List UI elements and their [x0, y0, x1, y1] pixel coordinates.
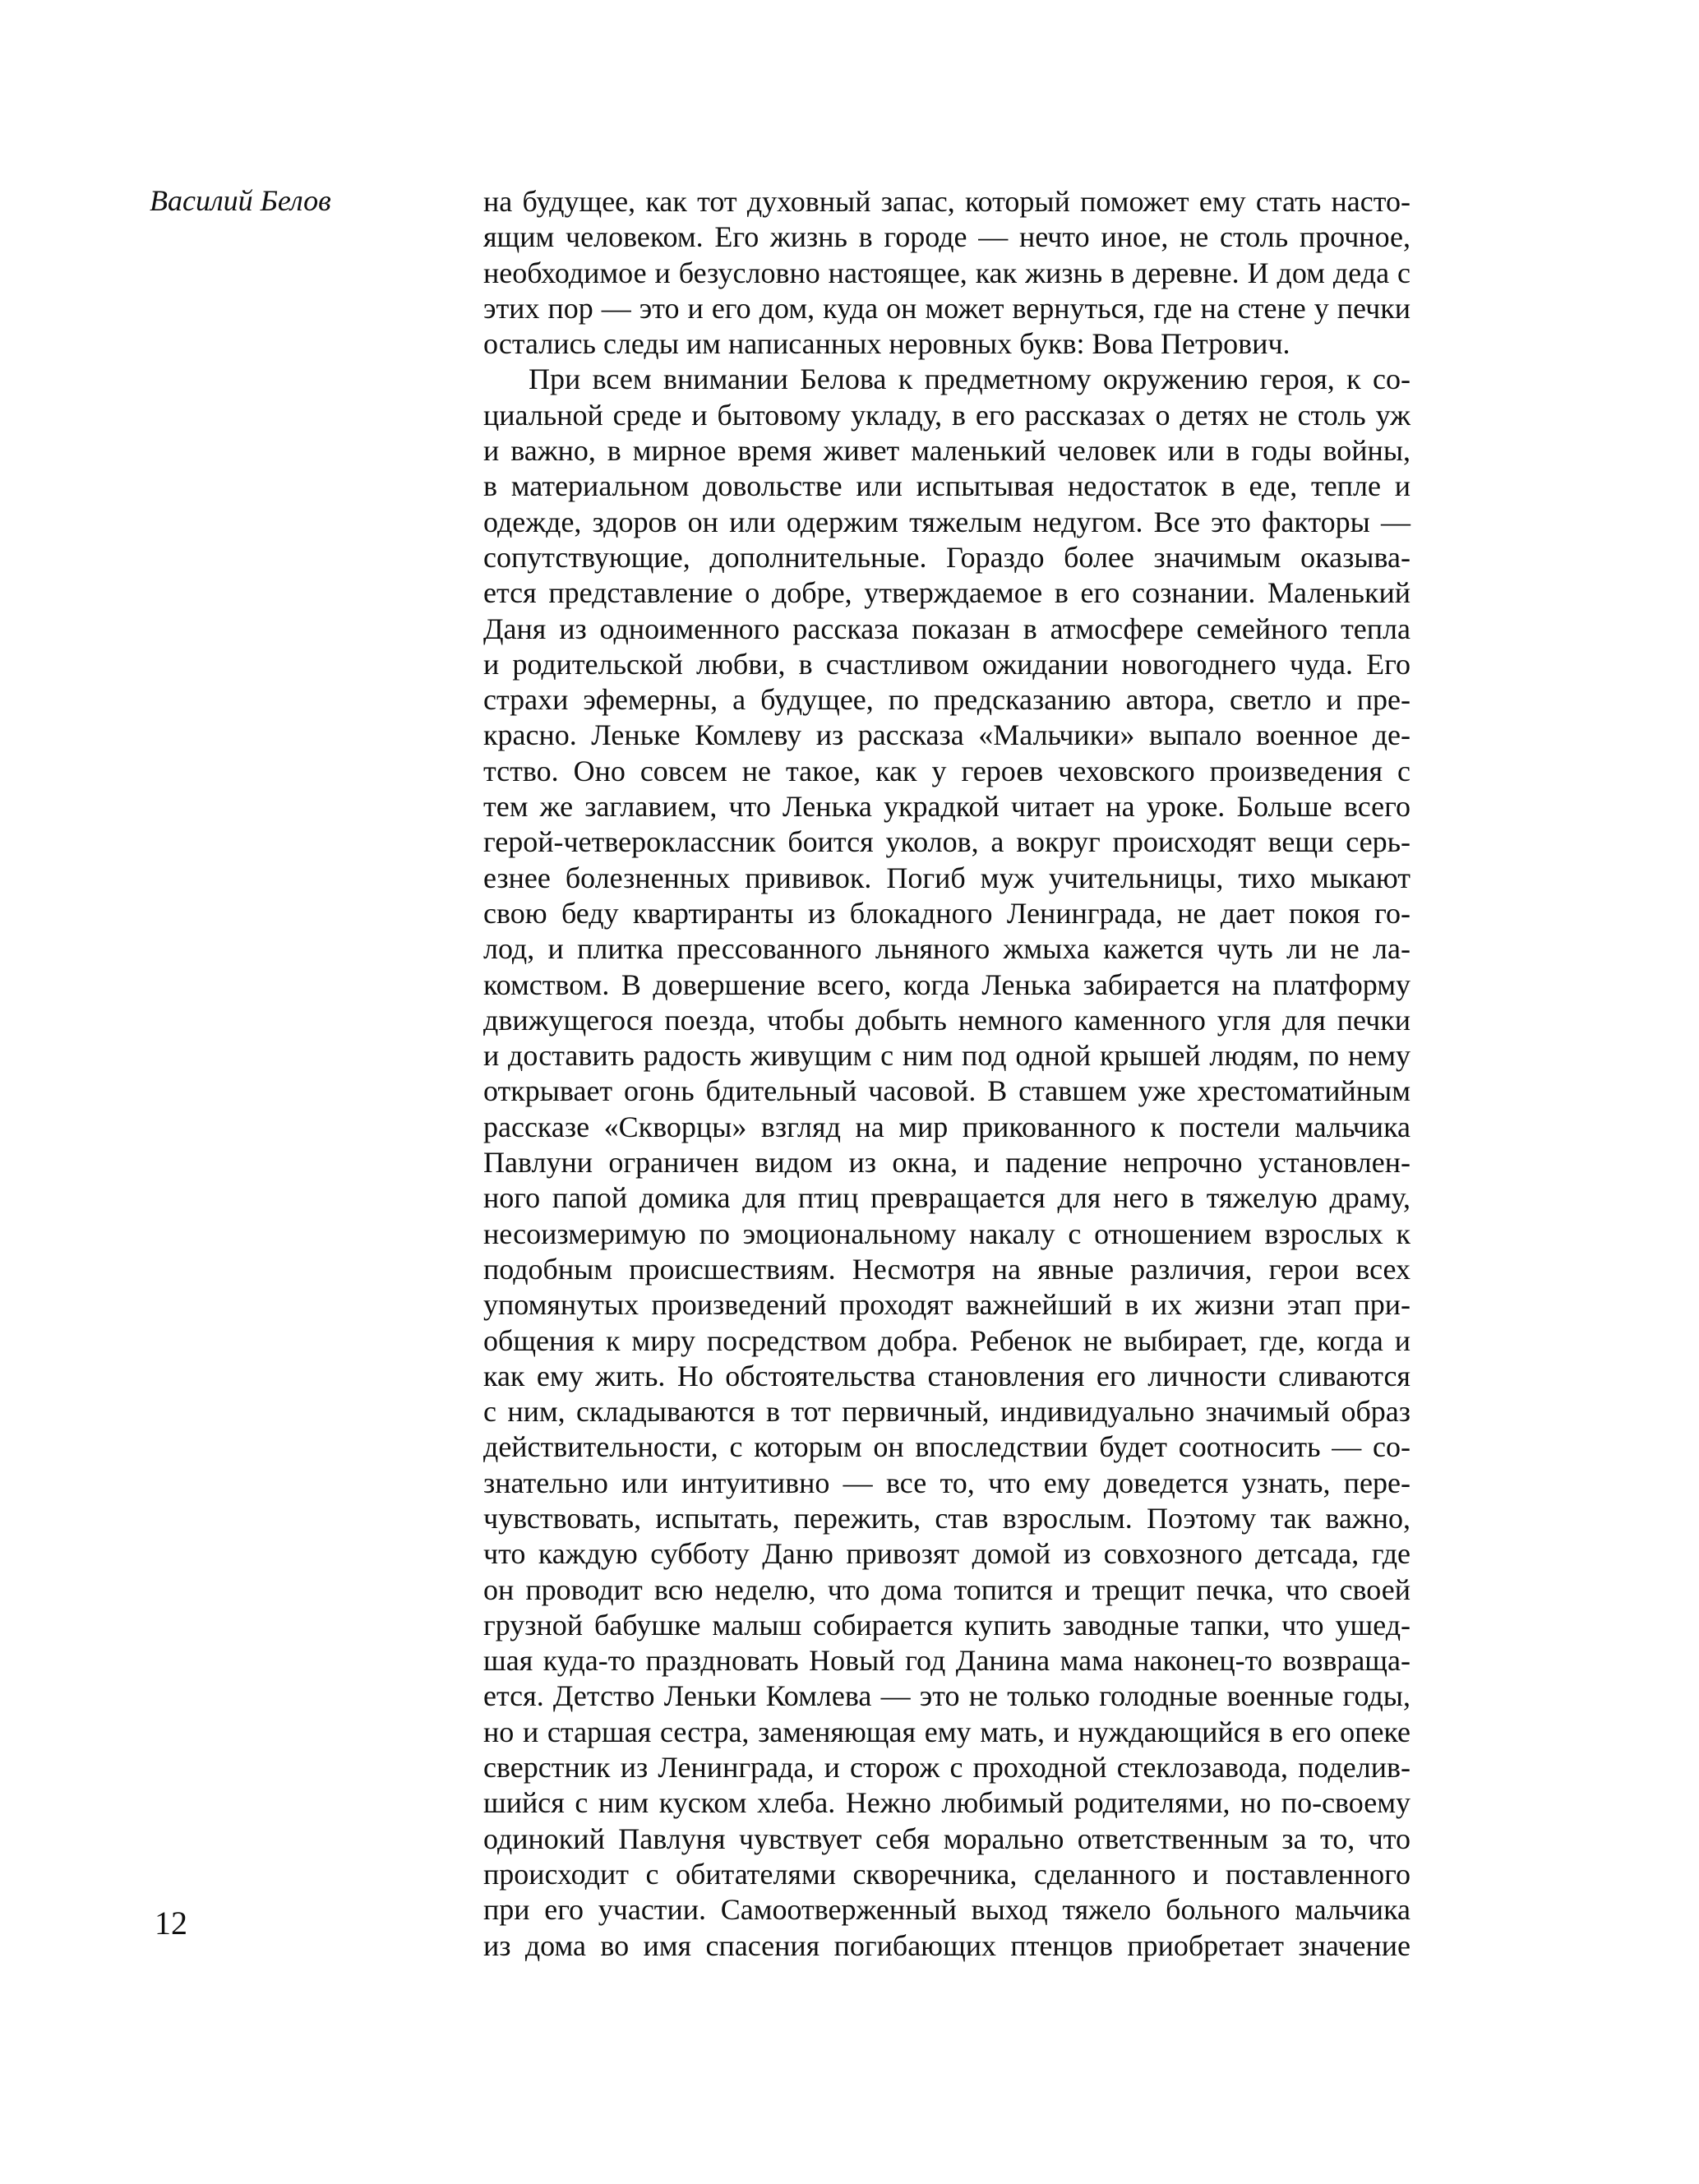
text-line: и доставить радость живущим с ним под одной крышей людям, по нему: [483, 1039, 1410, 1073]
text-line: необходимое и безусловно настоящее, как жизнь в деревне. И дом деда с: [483, 256, 1410, 289]
text-line: одежде, здоров он или одержим тяжелым недугом. Все это факторы —: [483, 505, 1410, 538]
text-line: красно. Леньке Комлеву из рассказа «Мальчики» выпало военное де-: [483, 718, 1410, 752]
text-line: что каждую субботу Даню привозят домой из совхозного детсада, где: [483, 1537, 1410, 1571]
text-line: ного папой домика для птиц превращается для него в тяжелую драму,: [483, 1181, 1410, 1215]
text-line: в материальном довольстве или испытывая недостаток в еде, тепле и: [483, 469, 1410, 503]
text-line: упомянутых произведений проходят важнейший в их жизни этап при-: [483, 1288, 1410, 1322]
text-line: знательно или интуитивно — все то, что ему доведется узнать, пере-: [483, 1466, 1410, 1499]
text-line: и родительской любви, в счастливом ожидании новогоднего чуда. Его: [483, 647, 1410, 681]
text-line: рассказе «Скворцы» взгляд на мир прикованного к постели мальчика: [483, 1110, 1410, 1143]
text-line: остались следы им написанных неровных букв: Вова Петрович.: [483, 327, 1290, 361]
text-line: герой-четвероклассник боится уколов, а вокруг происходят вещи серь-: [483, 825, 1410, 859]
text-line: происходит с обитателями скворечника, сделанного и поставленного: [483, 1857, 1410, 1891]
text-line: Павлуни ограничен видом из окна, и падение непрочно установлен-: [483, 1146, 1410, 1180]
page-number: 12: [155, 1905, 187, 1942]
text-line: но и старшая сестра, заменяющая ему мать, и нуждающийся в его опеке: [483, 1715, 1410, 1748]
text-line: подобным происшествиям. Несмотря на явные различия, герои всех: [483, 1252, 1410, 1286]
text-line: лод, и плитка прессованного льняного жмыха кажется чуть ли не ла-: [483, 932, 1410, 966]
text-line: ется представление о добре, утверждаемое в его сознании. Маленький: [483, 576, 1410, 610]
text-line: езнее болезненных прививок. Погиб муж учительницы, тихо мыкают: [483, 861, 1410, 894]
body-text: [483, 184, 1410, 1964]
text-line: одинокий Павлуня чувствует себя морально ответственным за то, что: [483, 1822, 1410, 1855]
text-line: комством. В довершение всего, когда Ленька забирается на платформу: [483, 967, 1410, 1001]
text-line: страхи эфемерны, а будущее, по предсказанию автора, светло и пре-: [483, 683, 1410, 717]
text-line: циальной среде и бытовому укладу, в его рассказах о детях не столь уж: [483, 398, 1410, 432]
text-line: и важно, в мирное время живет маленький человек или в годы войны,: [483, 434, 1410, 468]
text-line: он проводит всю неделю, что дома топится и трещит печка, что своей: [483, 1572, 1410, 1606]
text-line: действительности, с которым он впоследствии будет соотносить — со-: [483, 1430, 1410, 1464]
text-line: на будущее, как тот духовный запас, который поможет ему стать насто-: [483, 185, 1410, 218]
text-line: как ему жить. Но обстоятельства становления его личности сливаются: [483, 1359, 1410, 1392]
text-line: Даня из одноименного рассказа показан в атмосфере семейного тепла: [483, 612, 1410, 645]
text-line: ящим человеком. Его жизнь в городе — нечто иное, не столь прочное,: [483, 220, 1410, 254]
text-line: ется. Детство Леньки Комлева — это не только голодные военные годы,: [483, 1679, 1410, 1713]
text-line: несоизмеримую по эмоциональному накалу с отношением взрослых к: [483, 1217, 1410, 1250]
text-line: общения к миру посредством добра. Ребенок не выбирает, где, когда и: [483, 1323, 1410, 1357]
text-line: из дома во имя спасения погибающих птенцов приобретает значение: [483, 1928, 1410, 1962]
running-head-author: Василий Белов: [150, 184, 331, 217]
text-line: сопутствующие, дополнительные. Гораздо более значимым оказыва-: [483, 540, 1410, 574]
text-line: шийся с ним куском хлеба. Нежно любимый родителями, но по-своему: [483, 1786, 1410, 1820]
text-line: сверстник из Ленинграда, и сторож с проходной стеклозавода, поделив-: [483, 1751, 1410, 1785]
text-line: грузной бабушке малыш собирается купить заводные тапки, что ушед-: [483, 1608, 1410, 1641]
text-line: движущегося поезда, чтобы добыть немного каменного угля для печки: [483, 1003, 1410, 1037]
text-line: тем же заглавием, что Ленька украдкой читает на уроке. Больше всего: [483, 790, 1410, 824]
text-line: открывает огонь бдительный часовой. В ставшем уже хрестоматийным: [483, 1074, 1410, 1108]
text-line: чувствовать, испытать, пережить, став взрослым. Поэтому так важно,: [483, 1501, 1410, 1535]
text-line: свою беду квартиранты из блокадного Ленинграда, не дает покоя го-: [483, 896, 1410, 930]
text-line: при его участии. Самоотверженный выход тяжело больного мальчика: [483, 1893, 1410, 1927]
text-line: При всем внимании Белова к предметному окружению героя, к со-: [529, 362, 1410, 396]
text-line: тство. Оно совсем не такое, как у героев чеховского произведения с: [483, 754, 1410, 787]
text-line: с ним, складываются в тот первичный, индивидуально значимый образ: [483, 1395, 1410, 1429]
text-line: этих пор — это и его дом, куда он может вернуться, где на стене у печки: [483, 291, 1410, 325]
text-line: шая куда-то праздновать Новый год Данина мама наконец-то возвраща-: [483, 1644, 1410, 1678]
